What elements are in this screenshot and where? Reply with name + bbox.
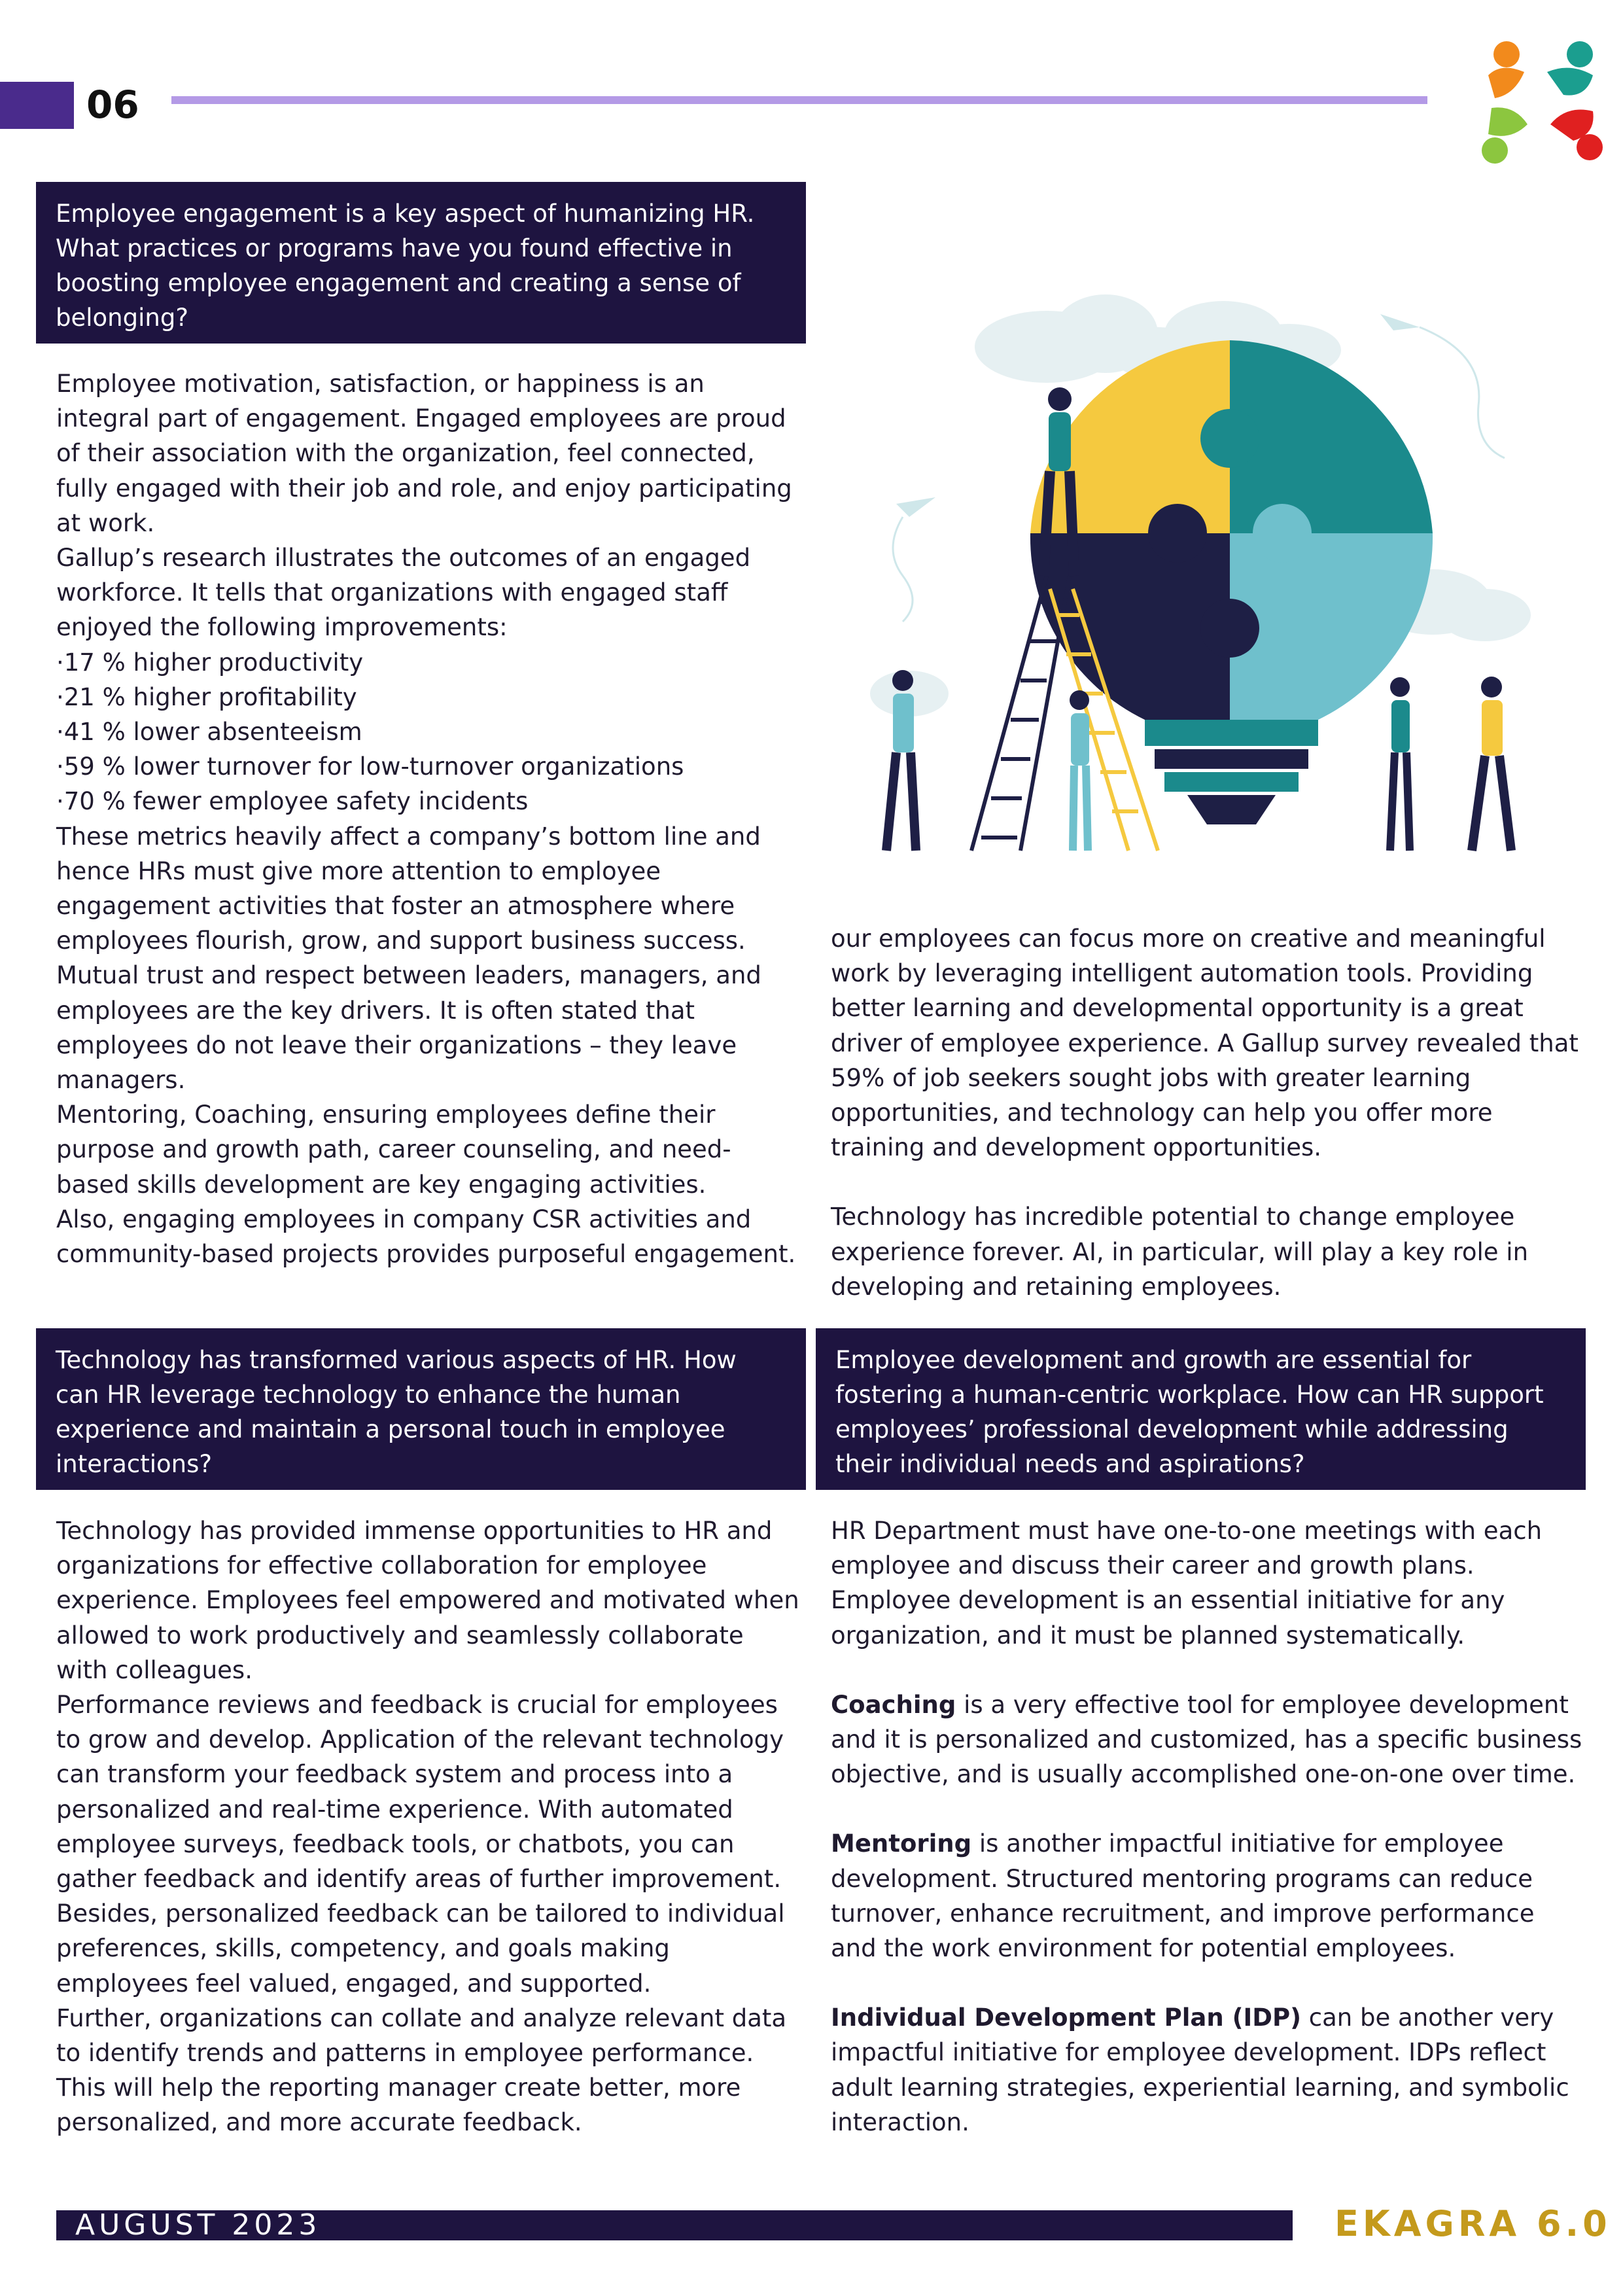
paragraph: Also, engaging employees in company CSR activities and community-based projects provides purposeful engagement. [56,1205,796,1269]
paragraph: Individual Development Plan (IDP) can be another very impactful initiative for employee development. IDPs reflect adult learning strategies, experiential learning, and symbolic interaction. [831,2004,1569,2136]
paragraph: Coaching is a very effective tool for employee development and it is personalized and customized, has a specific business objective, and is usually accomplished one-on-one over time. [831,1690,1582,1789]
engagement-answer [56,366,802,1271]
list-item: ·17 % higher productivity [56,648,364,677]
paragraph: These metrics heavily affect a company’s bottom line and hence HRs must give more attention to employee engagement activities that foster an atmosphere where employees flourish, grow, and support business success. [56,822,761,955]
term-coaching: Coaching [831,1690,956,1719]
list-item: ·41 % lower absenteeism [56,718,362,747]
page-number: 06 [86,82,139,127]
question-box-technology [36,1328,806,1490]
development-answer [831,1513,1583,2140]
technology-continued-answer [831,921,1583,1304]
technology-answer [56,1513,802,2140]
term-idp: Individual Development Plan (IDP) [831,2004,1302,2032]
question-text: Technology has transformed various aspects of HR. How can HR leverage technology to enhance the human experience and maintain a personal touch in employee interactions? [56,1346,737,1478]
header-rule [171,96,1427,104]
paragraph: our employees can focus more on creative and meaningful work by leveraging intelligent automation tools. Providing better learning and developmental opportunity is a great driver of employee experience. A Gallup survey revealed that 59% of job seekers sought jobs with greater learning opportunities, and technology can help you offer more training and development opportunities. [831,925,1579,1162]
footer-date: AUGUST 2023 [75,2208,321,2242]
question-text: Employee engagement is a key aspect of humanizing HR. What practices or programs have you found effective in boosting employee engagement and creating a sense of belonging? [56,200,755,332]
list-item: ·59 % lower turnover for low-turnover organizations [56,752,684,781]
paragraph: Technology has provided immense opportunities to HR and organizations for effective collaboration for employee experience. Employees feel empowered and motivated when allowed to work productively and seamlessly collaborate with colleagues. [56,1517,799,1684]
paragraph: Gallup’s research illustrates the outcomes of an engaged workforce. It tells that organizations with engaged staff enjoyed the following improvements: [56,544,751,642]
paragraph: Mentoring, Coaching, ensuring employees define their purpose and growth path, career counseling, and need-based skills development are key engaging activities. [56,1101,731,1199]
footer-brand: EKAGRA 6.0 [1335,2203,1611,2244]
paragraph: Further, organizations can collate and analyze relevant data to identify trends and patterns in employee performance. This will help the reporting manager create better, more personalized, and more accurate feedback. [56,2004,787,2137]
paragraph: Employee motivation, satisfaction, or happiness is an integral part of engagement. Engaged employees are proud of their association with the organization, feel connected, fully engaged with their job and role, and enjoy participating at work. [56,370,792,537]
question-text: Employee development and growth are essential for fostering a human-centric workplace. How can HR support employees’ professional development while addressing their individual needs and aspirations? [835,1346,1544,1478]
paragraph: Mutual trust and respect between leaders, managers, and employees are the key drivers. It is often stated that employees do not leave their organizations – they leave managers. [56,961,761,1095]
paragraph: Mentoring is another impactful initiative for employee development. Structured mentoring programs can reduce turnover, enhance recruitment, and improve performance and the work environment for potential employees. [831,1829,1535,1963]
list-item: ·70 % fewer employee safety incidents [56,787,529,816]
lightbulb-puzzle-illustration [831,275,1563,877]
paragraph: Performance reviews and feedback is crucial for employees to grow and develop. Application of the relevant technology can transform your feedback system and process into a personalized and real-time experience. With automated employee surveys, feedback tools, or chatbots, you can gather feedback and identify areas of further improvement. Besides, personalized feedback can be tailored to individual preferences, skills, competency, and goals making employees feel valued, engaged, and supported. [56,1691,785,1998]
paragraph: HR Department must have one-to-one meetings with each employee and discuss their career and growth plans. Employee development is an essential initiative for any organization, and it must be planned systematically. [831,1517,1543,1650]
question-box-engagement [36,182,806,344]
header-accent-bar [0,82,74,129]
people-circle-logo [1475,36,1606,167]
list-item: ·21 % higher profitability [56,682,357,711]
term-mentoring: Mentoring [831,1829,972,1858]
paragraph: Technology has incredible potential to change employee experience forever. AI, in particular, will play a key role in developing and retaining employees. [831,1203,1529,1301]
question-box-development [816,1328,1586,1490]
